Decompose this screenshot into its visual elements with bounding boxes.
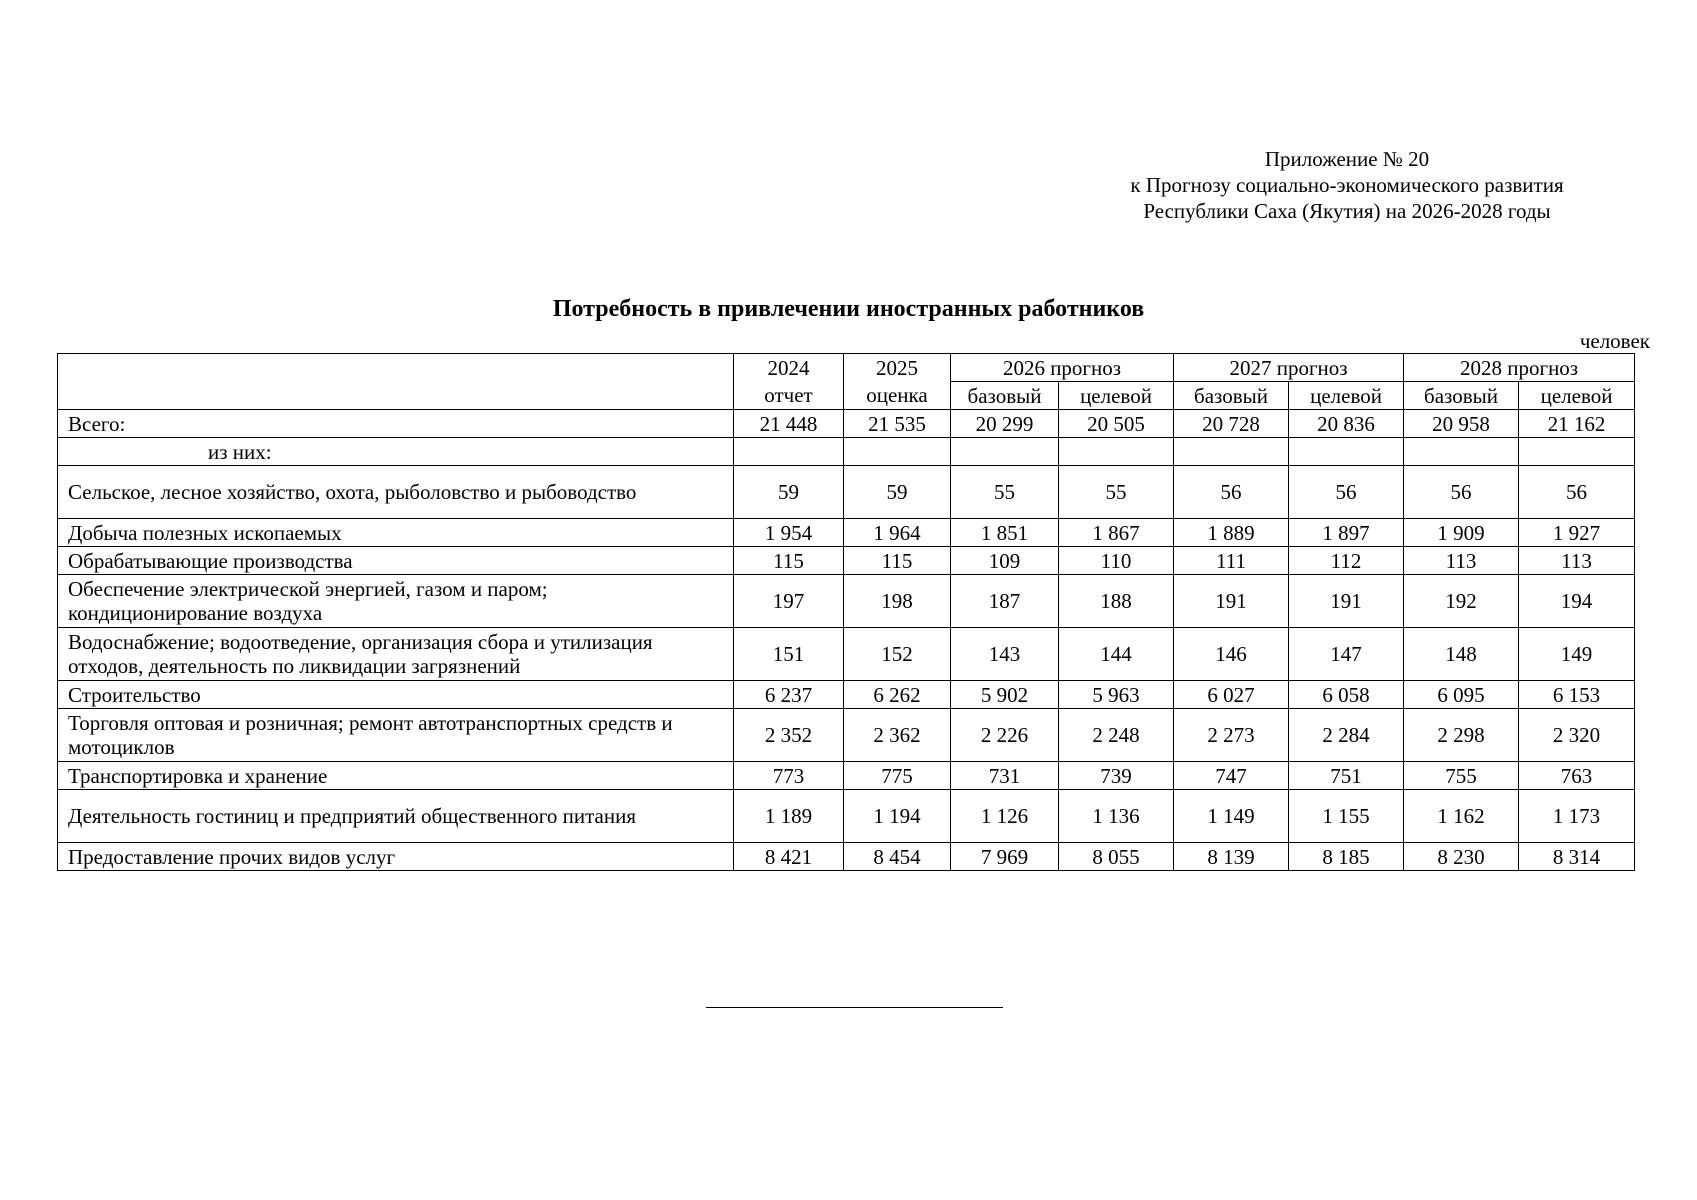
value-cell: 144 (1059, 628, 1174, 681)
table-row (58, 575, 1635, 628)
value-cell: 148 (1404, 628, 1519, 681)
value-cell: 755 (1404, 762, 1519, 790)
value-cell: 751 (1289, 762, 1404, 790)
header-2025-year: 2025 (844, 354, 951, 382)
value-cell: 56 (1404, 466, 1519, 519)
row-label: Обрабатывающие производства (58, 547, 734, 575)
header-2024-year: 2024 (734, 354, 844, 382)
value-cell: 56 (1289, 466, 1404, 519)
appendix-line-1: Приложение № 20 (1264, 147, 1430, 171)
value-cell: 8 185 (1289, 843, 1404, 871)
value-cell (1404, 438, 1519, 466)
value-cell (1174, 438, 1289, 466)
value-cell (844, 438, 951, 466)
value-cell: 187 (951, 575, 1059, 628)
value-cell: 56 (1519, 466, 1635, 519)
value-cell: 112 (1289, 547, 1404, 575)
value-cell: 143 (951, 628, 1059, 681)
table-row (58, 547, 1635, 575)
value-cell: 146 (1174, 628, 1289, 681)
document-title: Потребность в привлечении иностранных работников (552, 296, 1145, 322)
value-cell: 6 153 (1519, 681, 1635, 709)
value-cell: 20 958 (1404, 410, 1519, 438)
appendix-line-2: к Прогнозу социально-экономического развития (1130, 173, 1564, 197)
unit-label: человек (1579, 329, 1650, 353)
value-cell: 59 (734, 466, 844, 519)
value-cell: 739 (1059, 762, 1174, 790)
value-cell: 20 505 (1059, 410, 1174, 438)
value-cell: 6 058 (1289, 681, 1404, 709)
value-cell: 149 (1519, 628, 1635, 681)
value-cell: 1 897 (1289, 519, 1404, 547)
table-row (58, 466, 1635, 519)
value-cell: 1 851 (951, 519, 1059, 547)
value-cell: 1 149 (1174, 790, 1289, 843)
value-cell: 20 836 (1289, 410, 1404, 438)
table-row (58, 410, 1635, 438)
value-cell: 56 (1174, 466, 1289, 519)
header-2028-base: базовый (1404, 382, 1519, 410)
value-cell: 151 (734, 628, 844, 681)
table-row (58, 790, 1635, 843)
table-row (58, 681, 1635, 709)
value-cell (1059, 438, 1174, 466)
value-cell: 1 162 (1404, 790, 1519, 843)
value-cell: 59 (844, 466, 951, 519)
value-cell: 8 421 (734, 843, 844, 871)
header-2024-report: отчет (734, 382, 844, 410)
header-2027-target: целевой (1289, 382, 1404, 410)
row-label: из них: (58, 438, 734, 466)
header-row-years (58, 354, 1635, 382)
value-cell: 6 237 (734, 681, 844, 709)
header-2027-forecast: 2027 прогноз (1174, 354, 1404, 382)
value-cell: 731 (951, 762, 1059, 790)
header-2028-forecast: 2028 прогноз (1404, 354, 1635, 382)
value-cell: 1 889 (1174, 519, 1289, 547)
value-cell: 1 909 (1404, 519, 1519, 547)
row-label: Водоснабжение; водоотведение, организация сбора и утилизация отходов, деятельность по ликвидации загрязнений (58, 628, 734, 681)
value-cell: 2 320 (1519, 709, 1635, 762)
value-cell: 8 314 (1519, 843, 1635, 871)
header-2026-base: базовый (951, 382, 1059, 410)
value-cell: 191 (1289, 575, 1404, 628)
row-label: Строительство (58, 681, 734, 709)
value-cell: 113 (1404, 547, 1519, 575)
value-cell: 5 963 (1059, 681, 1174, 709)
value-cell: 773 (734, 762, 844, 790)
row-label: Транспортировка и хранение (58, 762, 734, 790)
value-cell: 763 (1519, 762, 1635, 790)
value-cell: 775 (844, 762, 951, 790)
value-cell: 109 (951, 547, 1059, 575)
value-cell: 198 (844, 575, 951, 628)
value-cell: 747 (1174, 762, 1289, 790)
value-cell: 2 298 (1404, 709, 1519, 762)
value-cell: 113 (1519, 547, 1635, 575)
value-cell: 21 448 (734, 410, 844, 438)
value-cell: 1 189 (734, 790, 844, 843)
value-cell (734, 438, 844, 466)
value-cell: 191 (1174, 575, 1289, 628)
value-cell: 7 969 (951, 843, 1059, 871)
header-2025-estimate: оценка (844, 382, 951, 410)
value-cell: 115 (844, 547, 951, 575)
value-cell: 2 352 (734, 709, 844, 762)
value-cell: 197 (734, 575, 844, 628)
table-row (58, 709, 1635, 762)
footer-divider (706, 1007, 1003, 1008)
table-row (58, 762, 1635, 790)
value-cell: 21 162 (1519, 410, 1635, 438)
value-cell (1289, 438, 1404, 466)
value-cell: 55 (951, 466, 1059, 519)
value-cell: 2 248 (1059, 709, 1174, 762)
row-label: Деятельность гостиниц и предприятий общественного питания (58, 790, 734, 843)
table-row (58, 628, 1635, 681)
value-cell: 110 (1059, 547, 1174, 575)
value-cell: 1 194 (844, 790, 951, 843)
row-label: Торговля оптовая и розничная; ремонт автотранспортных средств и мотоциклов (58, 709, 734, 762)
header-2027-base: базовый (1174, 382, 1289, 410)
value-cell: 20 299 (951, 410, 1059, 438)
value-cell: 8 230 (1404, 843, 1519, 871)
value-cell: 115 (734, 547, 844, 575)
value-cell (1519, 438, 1635, 466)
value-cell: 1 927 (1519, 519, 1635, 547)
appendix-block (1067, 146, 1627, 224)
value-cell: 8 139 (1174, 843, 1289, 871)
value-cell: 8 454 (844, 843, 951, 871)
value-cell: 6 262 (844, 681, 951, 709)
value-cell: 55 (1059, 466, 1174, 519)
header-2028-target: целевой (1519, 382, 1635, 410)
value-cell: 111 (1174, 547, 1289, 575)
header-2026-forecast: 2026 прогноз (951, 354, 1174, 382)
value-cell: 6 095 (1404, 681, 1519, 709)
row-label: Сельское, лесное хозяйство, охота, рыболовство и рыбоводство (58, 466, 734, 519)
value-cell: 152 (844, 628, 951, 681)
table-row (58, 438, 1635, 466)
value-cell: 2 226 (951, 709, 1059, 762)
value-cell: 2 362 (844, 709, 951, 762)
value-cell (951, 438, 1059, 466)
value-cell: 21 535 (844, 410, 951, 438)
value-cell: 192 (1404, 575, 1519, 628)
value-cell: 1 126 (951, 790, 1059, 843)
value-cell: 1 964 (844, 519, 951, 547)
value-cell: 188 (1059, 575, 1174, 628)
row-label: Добыча полезных ископаемых (58, 519, 734, 547)
header-2026-target: целевой (1059, 382, 1174, 410)
value-cell: 1 954 (734, 519, 844, 547)
value-cell: 20 728 (1174, 410, 1289, 438)
appendix-line-3: Республики Саха (Якутия) на 2026-2028 годы (1143, 199, 1551, 223)
value-cell: 147 (1289, 628, 1404, 681)
value-cell: 2 284 (1289, 709, 1404, 762)
value-cell: 6 027 (1174, 681, 1289, 709)
value-cell: 194 (1519, 575, 1635, 628)
value-cell: 2 273 (1174, 709, 1289, 762)
row-label: Обеспечение электрической энергией, газом и паром; кондиционирование воздуха (58, 575, 734, 628)
row-label: Предоставление прочих видов услуг (58, 843, 734, 871)
value-cell: 5 902 (951, 681, 1059, 709)
value-cell: 1 136 (1059, 790, 1174, 843)
table-row (58, 843, 1635, 871)
row-label: Всего: (58, 410, 734, 438)
workers-table (57, 353, 1635, 871)
value-cell: 8 055 (1059, 843, 1174, 871)
value-cell: 1 155 (1289, 790, 1404, 843)
table-row (58, 519, 1635, 547)
header-empty-cell (58, 354, 734, 410)
value-cell: 1 867 (1059, 519, 1174, 547)
value-cell: 1 173 (1519, 790, 1635, 843)
